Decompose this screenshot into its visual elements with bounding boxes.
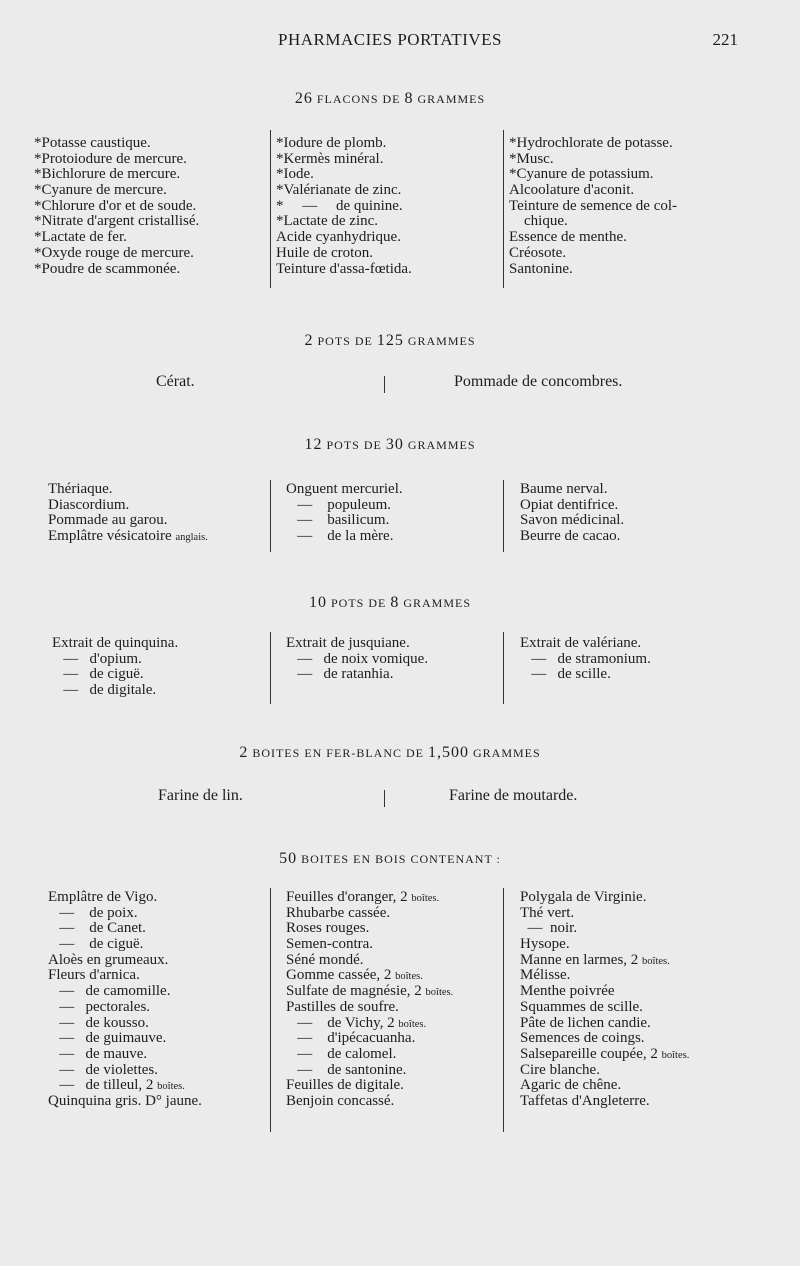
list-item: — de kousso. xyxy=(48,1014,149,1031)
list-item: Beurre de cacao. xyxy=(520,528,621,545)
column-divider xyxy=(503,888,504,1132)
list-item: *Protoiodure de mercure. xyxy=(34,150,187,167)
small-suffix: anglais. xyxy=(175,532,208,544)
list-item: Séné mondé. xyxy=(286,951,364,968)
section3-column-right xyxy=(520,482,624,545)
section1-column-left xyxy=(34,136,199,277)
list-item: Mélisse. xyxy=(520,967,571,984)
list-item: — de Vichy, 2 boîtes. xyxy=(286,1014,427,1031)
section4-column-right xyxy=(520,636,651,683)
list-item: — populeum. xyxy=(286,496,391,513)
list-item: Sulfate de magnésie, 2 boîtes. xyxy=(286,983,454,1000)
list-item: Cire blanche. xyxy=(520,1061,600,1078)
list-item: — de violettes. xyxy=(48,1061,158,1078)
list-item: Salsepareille coupée, 2 boîtes. xyxy=(520,1045,690,1062)
column-divider xyxy=(270,632,271,704)
column-divider xyxy=(384,376,385,393)
list-item: *Kermès minéral. xyxy=(276,150,384,167)
list-item: *Cyanure de potassium. xyxy=(509,166,654,183)
column-divider xyxy=(503,130,504,288)
list-item: Gomme cassée, 2 boîtes. xyxy=(286,967,423,984)
column-divider xyxy=(384,790,385,807)
list-item: Semences de coings. xyxy=(520,1030,645,1047)
section-heading-pots-30: 12 POTS DE 30 GRAMMES xyxy=(304,436,476,453)
small-suffix: boîtes. xyxy=(661,1049,690,1061)
list-item: * — de quinine. xyxy=(276,197,403,214)
list-item: Hysope. xyxy=(520,936,570,953)
section-heading-flacons: 26 FLACONS DE 8 GRAMMES xyxy=(294,90,486,107)
list-item: Pâte de lichen candie. xyxy=(520,1014,651,1031)
list-item: Polygala de Virginie. xyxy=(520,889,647,905)
list-item: Pommade au garou. xyxy=(48,512,168,529)
small-suffix: boîtes. xyxy=(157,1081,185,1093)
list-item: Savon médicinal. xyxy=(520,512,625,529)
list-item: Quinquina gris. D° jaune. xyxy=(48,1092,202,1109)
list-item: Farine de moutarde. xyxy=(449,787,578,804)
list-item: Benjoin concassé. xyxy=(286,1092,395,1109)
list-item: *Nitrate d'argent cristallisé. xyxy=(34,213,200,230)
small-suffix: boîtes. xyxy=(395,971,423,983)
list-item: — de mauve. xyxy=(48,1045,148,1062)
section6-column-right xyxy=(520,890,689,1110)
list-item: Thé vert. xyxy=(520,904,575,921)
list-item: Aloès en grumeaux. xyxy=(48,951,169,968)
section1-column-right xyxy=(509,136,677,277)
list-item: Agaric de chêne. xyxy=(520,1077,622,1094)
section-heading-pots-125: 2 POTS DE 125 GRAMMES xyxy=(304,332,476,349)
list-item: — de guimauve. xyxy=(48,1030,167,1047)
section6-column-middle xyxy=(286,890,453,1110)
list-item: — de santonine. xyxy=(286,1061,407,1078)
running-title: PHARMACIES PORTATIVES xyxy=(278,30,502,49)
small-suffix: boîtes. xyxy=(398,1018,427,1030)
list-item: Baume nerval. xyxy=(520,481,608,497)
list-item: *Chlorure d'or et de soude. xyxy=(34,197,197,214)
list-item: Emplâtre vésicatoire anglais. xyxy=(48,528,208,545)
list-item: Cérat. xyxy=(156,373,195,390)
section-heading-pots-8: 10 POTS DE 8 GRAMMES xyxy=(308,594,472,611)
section1-column-middle xyxy=(276,136,412,277)
list-item: — d'ipécacuanha. xyxy=(286,1030,416,1047)
small-suffix: boîtes. xyxy=(411,893,440,904)
list-item: Manne en larmes, 2 boîtes. xyxy=(520,951,670,968)
list-item: — de tilleul, 2 boîtes. xyxy=(48,1077,185,1094)
list-item: Extrait de valériane. xyxy=(520,635,642,651)
section3-column-left xyxy=(48,482,208,545)
column-divider xyxy=(270,888,271,1132)
list-item: — pectorales. xyxy=(48,998,151,1015)
running-head xyxy=(0,30,800,54)
list-item: — de calomel. xyxy=(286,1045,397,1062)
list-item: Essence de menthe. xyxy=(509,229,627,246)
list-item: *Bichlorure de mercure. xyxy=(34,166,181,183)
list-item: Opiat dentifrice. xyxy=(520,496,619,513)
section4-column-left xyxy=(52,636,178,699)
column-divider xyxy=(503,480,504,552)
list-item: — de Canet. xyxy=(48,920,146,937)
list-item: Emplâtre de Vigo. xyxy=(48,889,158,905)
list-item: Farine de lin. xyxy=(158,787,243,804)
list-item: *Hydrochlorate de potasse. xyxy=(509,135,673,151)
list-item: Huile de croton. xyxy=(276,244,374,261)
list-item: — noir. xyxy=(520,920,578,937)
list-item: Roses rouges. xyxy=(286,920,370,937)
list-item: Onguent mercuriel. xyxy=(286,481,403,497)
list-item: — de ciguë. xyxy=(52,666,144,683)
list-item: Diascordium. xyxy=(48,496,130,513)
section-heading-boites-bois: 50 BOITES EN BOIS CONTENANT : xyxy=(279,850,501,867)
list-item: *Valérianate de zinc. xyxy=(276,182,402,199)
list-item: — de digitale. xyxy=(52,682,157,699)
small-suffix: boîtes. xyxy=(642,955,670,967)
list-item: — d'opium. xyxy=(52,650,142,667)
list-item: *Poudre de scammonée. xyxy=(34,260,181,277)
list-item: chique. xyxy=(509,213,568,230)
list-item: Créosote. xyxy=(509,244,567,261)
list-item: *Lactate de fer. xyxy=(34,229,127,246)
column-divider xyxy=(270,480,271,552)
column-divider xyxy=(503,632,504,704)
list-item: Menthe poivrée xyxy=(520,983,615,1000)
list-item: Feuilles de digitale. xyxy=(286,1077,404,1094)
section4-column-middle xyxy=(286,636,428,683)
list-item: Pastilles de soufre. xyxy=(286,998,399,1015)
list-item: — de la mère. xyxy=(286,528,394,545)
list-item: Rhubarbe cassée. xyxy=(286,904,391,921)
list-item: Teinture de semence de col- xyxy=(509,197,678,214)
list-item: — basilicum. xyxy=(286,512,390,529)
list-item: — de stramonium. xyxy=(520,650,651,667)
list-item: Feuilles d'oranger, 2 boîtes. xyxy=(286,889,440,905)
list-item: — de ciguë. xyxy=(48,936,144,953)
small-suffix: boîtes. xyxy=(425,987,454,999)
section3-column-middle xyxy=(286,482,403,545)
list-item: Semen-contra. xyxy=(286,936,374,953)
list-item: Fleurs d'arnica. xyxy=(48,967,140,984)
list-item: Santonine. xyxy=(509,260,573,277)
list-item: — de noix vomique. xyxy=(286,650,429,667)
list-item: — de poix. xyxy=(48,904,138,921)
list-item: — de scille. xyxy=(520,666,611,683)
list-item: *Oxyde rouge de mercure. xyxy=(34,244,194,261)
list-item: *Musc. xyxy=(509,150,554,167)
list-item: Squammes de scille. xyxy=(520,998,643,1015)
section-heading-boites-fer-blanc: 2 BOITES EN FER-BLANC DE 1,500 GRAMMES xyxy=(239,744,541,761)
list-item: Taffetas d'Angleterre. xyxy=(520,1092,650,1109)
list-item: *Iodure de plomb. xyxy=(276,135,387,151)
list-item: *Iode. xyxy=(276,166,314,183)
list-item: *Cyanure de mercure. xyxy=(34,182,167,199)
section6-column-left xyxy=(48,890,202,1110)
list-item: Extrait de jusquiane. xyxy=(286,635,410,651)
list-item: Teinture d'assa-fœtida. xyxy=(276,260,412,277)
list-item: Acide cyanhydrique. xyxy=(276,229,401,246)
list-item: Extrait de quinquina. xyxy=(52,635,179,651)
list-item: — de camomille. xyxy=(48,983,171,1000)
list-item: *Potasse caustique. xyxy=(34,135,151,151)
list-item: *Lactate de zinc. xyxy=(276,213,379,230)
column-divider xyxy=(270,130,271,288)
list-item: Thériaque. xyxy=(48,481,113,497)
list-item: — de ratanhia. xyxy=(286,666,394,683)
list-item: Pommade de concombres. xyxy=(454,373,623,390)
page-number: 221 xyxy=(712,30,738,49)
list-item: Alcoolature d'aconit. xyxy=(509,182,635,199)
